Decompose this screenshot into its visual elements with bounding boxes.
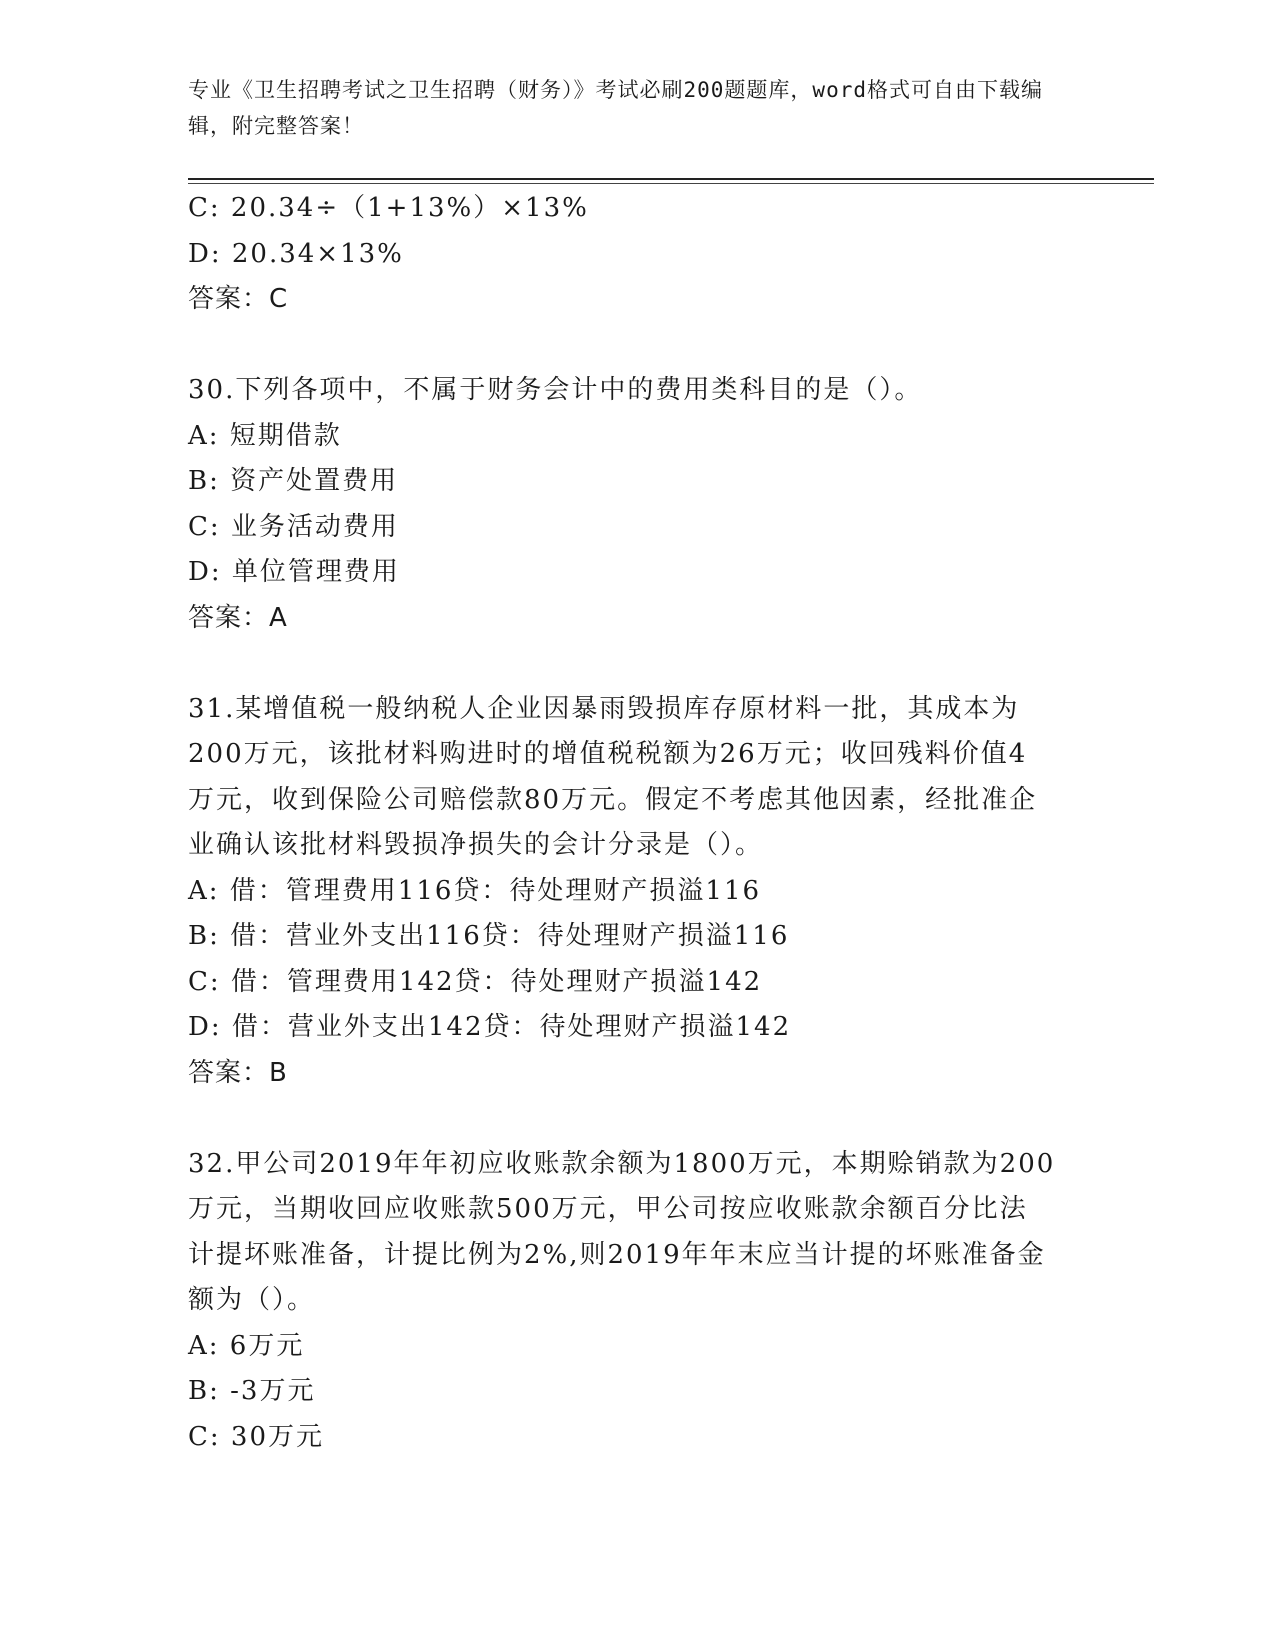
question-stem-line: 200万元，该批材料购进时的增值税税额为26万元；收回残料价值4 [188, 739, 1028, 769]
option-b: B: 资产处置费用 [188, 466, 399, 496]
option-d: D: 单位管理费用 [188, 557, 400, 587]
question-stem-line: 32.甲公司2019年年初应收账款余额为1800万元，本期赊销款为200 [188, 1148, 1056, 1179]
answer-label: 答案：A [188, 602, 288, 633]
option-d: D: 借：营业外支出142贷：待处理财产损溢142 [188, 1012, 792, 1042]
option-c: C: 业务活动费用 [188, 511, 399, 542]
document-body [188, 186, 1088, 1460]
question-stem-line: 万元，当期收回应收账款500万元，甲公司按应收账款余额百分比法 [188, 1194, 1028, 1224]
spacer [188, 323, 1088, 369]
header-title: 专业《卫生招聘考试之卫生招聘（财务）》考试必刷200题题库，word格式可自由下载编辑，附完整答案！ [188, 78, 1043, 138]
header-divider-thick [188, 178, 1154, 180]
option-c: C: 借：管理费用142贷：待处理财产损溢142 [188, 966, 763, 997]
answer-label: 答案：B [188, 1057, 288, 1088]
question-stem-line: 万元，收到保险公司赔偿款80万元。假定不考虑其他因素，经批准企 [188, 784, 1038, 815]
option-a: A: 短期借款 [188, 420, 342, 451]
question-stem-line: 额为（）。 [188, 1285, 316, 1315]
document-header [188, 72, 1068, 144]
question-30 [188, 368, 1088, 641]
option-c: C: 30万元 [188, 1421, 325, 1452]
option-a: A: 借：管理费用116贷：待处理财产损溢116 [188, 875, 762, 906]
option-a: A: 6万元 [188, 1330, 305, 1361]
option-c: C: 20.34÷（1+13%）×13% [188, 193, 589, 223]
option-b: B: 借：营业外支出116贷：待处理财产损溢116 [188, 921, 790, 951]
question-32 [188, 1142, 1088, 1461]
question-31 [188, 687, 1088, 1097]
question-stem-line: 业确认该批材料毁损净损失的会计分录是（）。 [188, 830, 764, 860]
header-divider-thin [188, 183, 1154, 184]
answer-label: 答案：C [188, 284, 289, 314]
question-stem: 30.下列各项中，不属于财务会计中的费用类科目的是（）。 [188, 375, 923, 405]
option-d: D: 20.34×13% [188, 238, 404, 269]
question-stem-line: 计提坏账准备，计提比例为2%,则2019年年末应当计提的坏账准备金 [188, 1239, 1046, 1270]
question-29 [188, 186, 1088, 323]
option-b: B: -3万元 [188, 1376, 316, 1406]
question-stem-line: 31.某增值税一般纳税人企业因暴雨毁损库存原材料一批，其成本为 [188, 693, 1020, 724]
spacer [188, 1096, 1088, 1142]
spacer [188, 641, 1088, 687]
